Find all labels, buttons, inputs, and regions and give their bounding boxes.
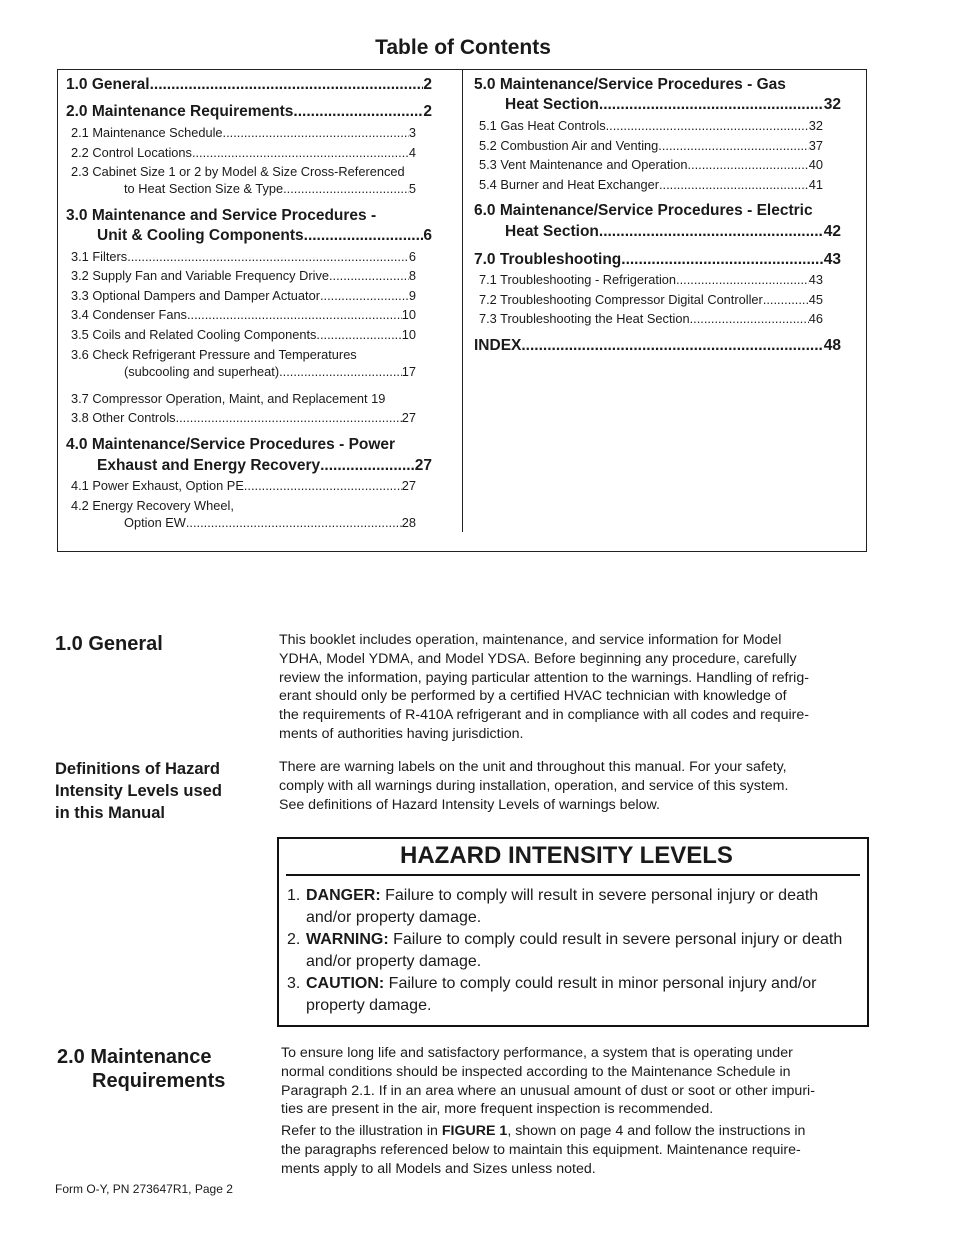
toc-entry-label[interactable]: 2.3 Cabinet Size 1 or 2 by Model & Size Cross-Referenced [71, 164, 405, 179]
toc-entry[interactable] [66, 75, 432, 95]
hazard-item-number: 1. [287, 887, 301, 904]
hazard-item-caution [287, 973, 859, 1016]
toc-entry-label[interactable]: 6.0 Maintenance/Service Procedures - Electric [474, 202, 813, 219]
toc-entry[interactable] [124, 180, 416, 197]
text-line: This booklet includes operation, maintenance, and service information for Model [279, 632, 782, 648]
toc-entry-page: 28 [401, 515, 416, 530]
toc-entry-page: 37 [808, 138, 823, 153]
toc-entry-label: 7.3 Troubleshooting the Heat Section [479, 311, 690, 326]
toc-entry-page: 40 [808, 157, 823, 172]
toc-entry-label[interactable]: 3.6 Check Refrigerant Pressure and Temperatures [71, 347, 357, 362]
toc-entry-label: 2.1 Maintenance Schedule [71, 125, 223, 140]
hazard-title: HAZARD INTENSITY LEVELS [400, 842, 733, 869]
toc-entry-label: 3.8 Other Controls [71, 410, 176, 425]
text-line: erant should only be performed by a certified HVAC technician with knowledge of [279, 688, 787, 705]
hazard-item-text: Failure to comply could result in severe personal injury or death and/or property damage. [306, 931, 843, 970]
toc-entry-page: 6 [408, 249, 416, 264]
toc-entry[interactable] [71, 124, 416, 141]
toc-entry[interactable] [71, 267, 416, 284]
text-line: See definitions of Hazard Intensity Levels of warnings below. [279, 796, 660, 813]
toc-entry[interactable] [97, 456, 432, 476]
toc-entry-page: 8 [408, 268, 416, 283]
toc-entry[interactable] [71, 287, 416, 304]
page-footer: Form O-Y, PN 273647R1, Page 2 [55, 1182, 233, 1196]
hazard-rule [286, 874, 860, 876]
toc-entry[interactable] [71, 306, 416, 323]
toc-entry-page: 5 [408, 181, 416, 196]
toc-title: Table of Contents [375, 36, 551, 59]
general-paragraph [279, 631, 879, 744]
toc-entry[interactable] [479, 156, 823, 173]
toc-entry-page: 41 [808, 177, 823, 192]
toc-entry-label: 4.1 Power Exhaust, Option PE [71, 478, 244, 493]
hazard-item-danger [287, 885, 859, 928]
refer-text: , shown on page 4 and follow the instructions in [507, 1123, 806, 1139]
toc-entry-page: 17 [401, 364, 416, 379]
toc-entry-page: 10 [401, 327, 416, 342]
maintenance-heading-line2: Requirements [92, 1070, 226, 1092]
definitions-paragraph [279, 758, 879, 814]
maintenance-heading-line1: 2.0 Maintenance [57, 1046, 212, 1068]
text-line: To ensure long life and satisfactory performance, a system that is operating under [281, 1045, 793, 1061]
toc-entry-label-cont: Exhaust and Energy Recovery [97, 457, 321, 474]
toc-entry-page: 42 [823, 223, 841, 240]
refer-paragraph [281, 1122, 881, 1178]
toc-entry[interactable] [71, 326, 416, 343]
text-line: ments of authorities having jurisdiction. [279, 725, 524, 742]
hazard-item-text: Failure to comply will result in severe personal injury or death and/or property damage. [306, 887, 819, 926]
toc-entry-label[interactable]: 3.0 Maintenance and Service Procedures - [66, 207, 377, 224]
toc-entry-page: 27 [414, 457, 432, 474]
toc-entry-label[interactable]: 4.2 Energy Recovery Wheel, [71, 498, 234, 513]
text-line: There are warning labels on the unit and throughout this manual. For your safety, [279, 759, 787, 775]
toc-entry[interactable] [479, 271, 823, 288]
toc-entry-page: 10 [401, 307, 416, 322]
heading-line: Intensity Levels used [55, 782, 222, 800]
hazard-item-number: 2. [287, 931, 301, 948]
toc-entry[interactable] [71, 248, 416, 265]
toc-entry[interactable] [71, 477, 416, 494]
hazard-item-text: Failure to comply could result in minor personal injury and/or property damage. [306, 975, 817, 1014]
toc-entry[interactable] [474, 250, 841, 270]
text-line: Paragraph 2.1. If in an area where an unusual amount of dust or soot or other impuri- [281, 1082, 815, 1099]
toc-entry-page: 2 [423, 103, 432, 120]
toc-entry-label: 3.2 Supply Fan and Variable Frequency Drive [71, 268, 329, 283]
heading-line: in this Manual [55, 804, 166, 822]
toc-entry-label: 5.2 Combustion Air and Venting [479, 138, 659, 153]
text-line: review the information, paying particular attention to the warnings. Handling of refrig- [279, 669, 809, 686]
hazard-item-label: DANGER: [306, 887, 381, 904]
toc-entry-page: 48 [823, 337, 841, 354]
toc-entry-label: 5.1 Gas Heat Controls [479, 118, 606, 133]
figure-reference[interactable]: FIGURE 1 [441, 1123, 508, 1139]
toc-entry-page: 27 [401, 478, 416, 493]
toc-entry-label: 7.1 Troubleshooting - Refrigeration [479, 272, 677, 287]
toc-entry-label[interactable]: 4.0 Maintenance/Service Procedures - Power [66, 436, 396, 453]
toc-entry-label: 3.3 Optional Dampers and Damper Actuator [71, 288, 320, 303]
toc-entry-label: INDEX [474, 337, 522, 354]
toc-entry-page: 4 [408, 145, 416, 160]
toc-entry[interactable] [479, 117, 823, 134]
toc-entry-page: 2 [423, 76, 432, 93]
toc-entry-label-cont: Option EW [124, 515, 186, 530]
toc-entry[interactable] [505, 222, 841, 242]
toc-entry-label-cont: Heat Section [505, 96, 599, 113]
toc-entry-label: 3.5 Coils and Related Cooling Components [71, 327, 317, 342]
toc-divider [462, 70, 463, 532]
toc-entry-label: 5.4 Burner and Heat Exchanger [479, 177, 659, 192]
toc-entry[interactable] [66, 102, 432, 122]
hazard-item-label: WARNING: [306, 931, 389, 948]
toc-entry-label[interactable]: 3.7 Compressor Operation, Maint, and Replacement 19 [71, 391, 386, 406]
toc-entry-label-cont: to Heat Section Size & Type [124, 181, 284, 196]
toc-entry-label: 2.0 Maintenance Requirements [66, 103, 294, 120]
toc-entry[interactable] [97, 226, 432, 246]
text-line: the paragraphs referenced below to maintain this equipment. Maintenance require- [281, 1141, 801, 1158]
toc-entry-label[interactable]: 5.0 Maintenance/Service Procedures - Gas [474, 76, 786, 93]
toc-entry[interactable] [479, 176, 823, 193]
toc-entry-label-cont: Unit & Cooling Components [97, 227, 304, 244]
text-line [281, 1122, 881, 1141]
toc-entry[interactable] [479, 310, 823, 327]
text-line: ments apply to all Models and Sizes unless noted. [281, 1160, 596, 1177]
toc-entry[interactable] [474, 336, 841, 356]
general-heading: 1.0 General [55, 633, 163, 655]
toc-entry[interactable] [71, 144, 416, 161]
toc-entry-page: 32 [823, 96, 841, 113]
hazard-item-label: CAUTION: [306, 975, 385, 992]
toc-entry-page: 43 [808, 272, 823, 287]
toc-entry-label: 3.1 Filters [71, 249, 128, 264]
toc-entry[interactable] [505, 95, 841, 115]
toc-entry-label-cont: (subcooling and superheat) [124, 364, 280, 379]
hazard-item-warning [287, 929, 859, 972]
refer-text: Refer to the illustration in [281, 1123, 442, 1139]
toc-entry[interactable] [479, 291, 823, 308]
text-line: YDHA, Model YDMA, and Model YDSA. Before beginning any procedure, carefully [279, 650, 797, 667]
toc-entry[interactable] [479, 137, 823, 154]
text-line: comply with all warnings during installation, operation, and service of this system. [279, 777, 789, 794]
toc-entry-label: 3.4 Condenser Fans [71, 307, 187, 322]
toc-entry-label: 7.2 Troubleshooting Compressor Digital Controller [479, 292, 763, 307]
toc-entry-label: 1.0 General [66, 76, 150, 93]
toc-entry[interactable] [124, 514, 416, 531]
hazard-item-number: 3. [287, 975, 301, 992]
maintenance-paragraph [281, 1044, 881, 1119]
toc-entry-label: 7.0 Troubleshooting [474, 251, 622, 268]
toc-entry-page: 32 [808, 118, 823, 133]
text-line: the requirements of R-410A refrigerant and in compliance with all codes and require- [279, 707, 809, 724]
toc-entry-page: 27 [401, 410, 416, 425]
toc-entry-label-cont: Heat Section [505, 223, 599, 240]
toc-entry-label: 5.3 Vent Maintenance and Operation [479, 157, 688, 172]
toc-entry-page: 46 [808, 311, 823, 326]
toc-entry-page: 45 [808, 292, 823, 307]
toc-entry-page: 3 [408, 125, 416, 140]
heading-line: Definitions of Hazard [55, 760, 221, 778]
toc-entry-page: 6 [423, 227, 432, 244]
toc-entry-page: 9 [408, 288, 416, 303]
toc-entry[interactable] [124, 363, 416, 380]
toc-entry-page: 43 [823, 251, 841, 268]
definitions-heading [55, 758, 265, 824]
text-line: ties are present in the air, more frequent inspection is recommended. [281, 1101, 714, 1118]
text-line: normal conditions should be inspected according to the Maintenance Schedule in [281, 1063, 791, 1080]
toc-entry[interactable] [71, 409, 416, 426]
toc-entry-label: 2.2 Control Locations [71, 145, 192, 160]
